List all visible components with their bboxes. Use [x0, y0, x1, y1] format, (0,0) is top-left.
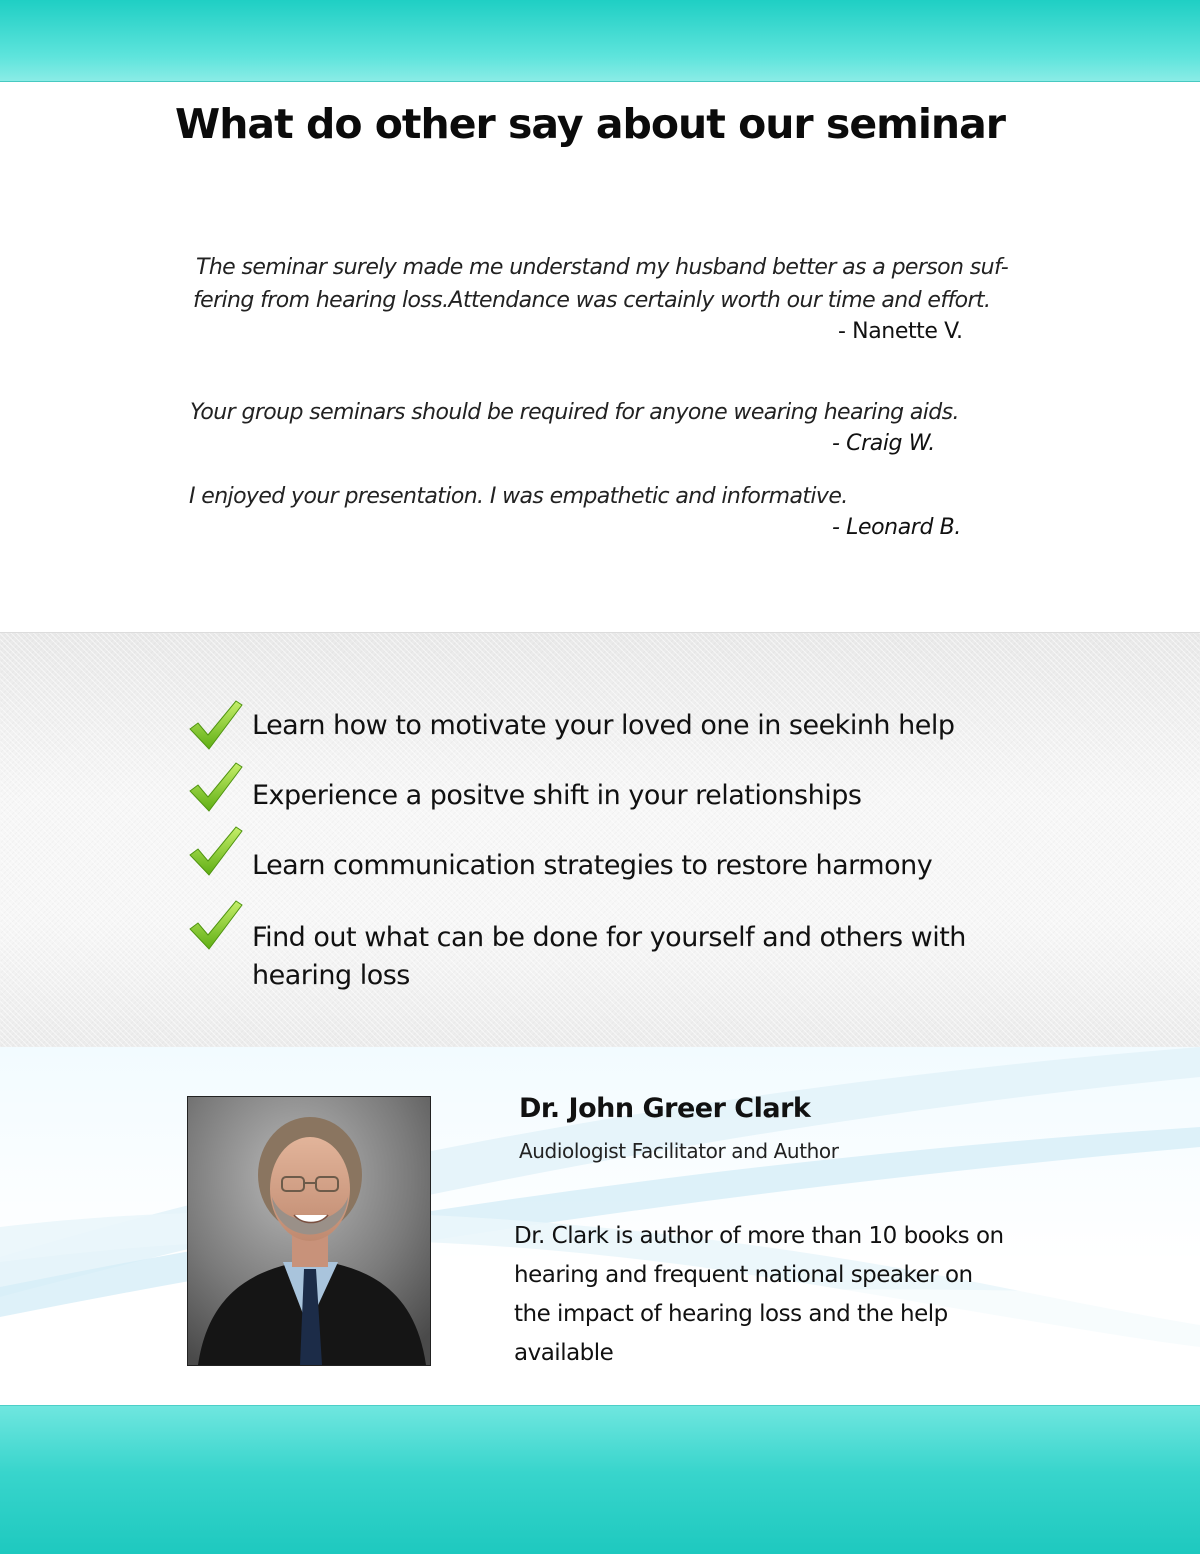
top-banner — [0, 0, 1200, 82]
testimonial-2-author: - Craig W. — [832, 431, 935, 456]
speaker-description: Dr. Clark is author of more than 10 books on hearing and frequent national speaker on the impact of hearing loss and the help available — [514, 1223, 1004, 1366]
checkmark-icon — [188, 761, 244, 813]
benefit-text: Learn communication strategies to restore harmony — [252, 850, 933, 881]
benefit-text: Find out what can be done for yourself and others with hearing loss — [252, 922, 966, 991]
checkmark-icon — [188, 699, 244, 751]
benefits-section — [0, 632, 1200, 1048]
testimonial-1-line-1: The seminar surely made me understand my husband better as a person suf- — [196, 255, 1009, 280]
checkmark-icon — [188, 899, 244, 951]
speaker-bio-section — [0, 1047, 1200, 1405]
checkmark-icon — [188, 825, 244, 877]
benefit-text: Learn how to motivate your loved one in seekinh help — [252, 710, 955, 741]
page-title: What do other say about our seminar — [175, 100, 1005, 148]
speaker-role: Audiologist Facilitator and Author — [519, 1139, 839, 1163]
speaker-photo — [187, 1096, 431, 1366]
testimonial-2-line-1: Your group seminars should be required for anyone wearing hearing aids. — [190, 400, 959, 425]
testimonial-1-author: - Nanette V. — [838, 319, 963, 344]
testimonial-3-author: - Leonard B. — [832, 515, 961, 540]
speaker-name: Dr. John Greer Clark — [519, 1093, 811, 1124]
testimonial-1-line-2: fering from hearing loss.Attendance was certainly worth our time and effort. — [193, 288, 991, 313]
bottom-banner — [0, 1405, 1200, 1554]
benefit-text: Experience a positve shift in your relationships — [252, 780, 862, 811]
testimonial-3-line-1: I enjoyed your presentation. I was empathetic and informative. — [189, 484, 848, 509]
